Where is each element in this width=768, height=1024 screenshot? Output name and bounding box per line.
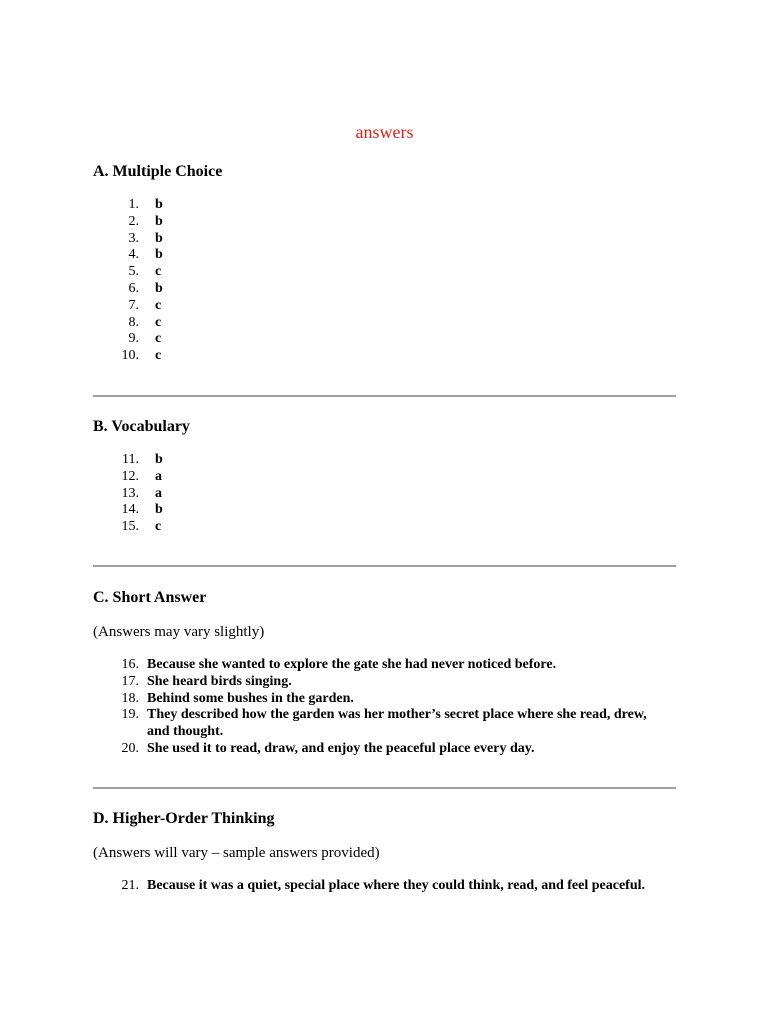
item-answer: c [155,314,162,330]
item-number: 11. [122,452,139,467]
item-answer: a [155,485,162,501]
item-answer: Behind some bushes in the garden. [147,690,354,706]
list-item [93,315,676,332]
list-item [93,331,676,348]
item-number: 2. [128,213,139,229]
list-item [93,264,676,281]
list-item [93,231,676,248]
list-item [93,214,676,231]
item-number: 15. [121,519,139,535]
list-item [93,348,676,365]
item-number: 21. [121,878,139,893]
list-item [93,281,676,298]
list-item [93,691,676,708]
section-heading: A. Multiple Choice [93,163,223,180]
section-vocabulary [93,417,676,536]
section-note: (Answers will vary – sample answers provided) [93,845,380,861]
section-divider [93,565,676,567]
item-number: 3. [128,230,139,246]
item-number: 8. [128,314,139,330]
section-divider [93,395,676,397]
item-number: 14. [121,502,139,518]
list-item [93,707,676,741]
item-answer: a [155,468,162,484]
section-heading: D. Higher-Order Thinking [93,810,275,827]
item-number: 7. [128,297,139,313]
item-number: 1. [128,197,139,212]
list-item [93,469,676,486]
item-number: 4. [128,247,139,263]
item-answer: b [155,247,163,263]
answer-list [93,657,676,758]
item-number: 18. [121,690,139,706]
item-number: 6. [128,280,139,296]
item-answer: b [155,452,163,467]
item-answer: b [155,197,163,212]
answer-list [93,197,676,365]
answer-list [93,878,676,895]
item-answer: c [155,331,162,347]
list-item [93,197,676,214]
item-number: 17. [121,673,139,689]
list-item [93,519,676,536]
item-number: 10. [121,348,139,364]
item-number: 5. [128,264,139,280]
item-answer: b [155,280,163,296]
list-item [93,452,676,469]
list-item [93,741,676,758]
item-answer: c [155,264,162,280]
item-number: 13. [121,485,139,501]
answer-list [93,452,676,536]
item-answer: b [155,230,163,246]
section-multiple-choice [93,162,676,365]
section-heading: C. Short Answer [93,589,207,606]
item-answer: b [155,213,163,229]
item-answer: c [155,519,162,535]
item-answer: She used it to read, draw, and enjoy the peaceful place every day. [147,740,535,756]
item-answer: c [155,348,162,364]
list-item [93,502,676,519]
list-item [93,298,676,315]
list-item [93,674,676,691]
section-short-answer [93,588,676,758]
item-answer: Because she wanted to explore the gate she had never noticed before. [147,657,557,672]
item-number: 20. [121,740,139,756]
item-number: 9. [128,331,139,347]
item-number: 19. [121,707,139,723]
list-item [93,486,676,503]
item-answer: c [155,297,162,313]
item-answer: She heard birds singing. [147,673,292,689]
section-divider [93,787,676,789]
section-higher-order-thinking [93,809,676,895]
item-answer: Because it was a quiet, special place where they could think, read, and feel peaceful. [147,878,646,893]
section-heading: B. Vocabulary [93,418,190,435]
list-item [93,247,676,264]
list-item [93,657,676,674]
item-answer: b [155,502,163,518]
item-answer: They described how the garden was her mother’s secret place where she read, drew, and thought. [147,707,647,740]
item-number: 16. [121,657,139,672]
list-item [93,878,676,895]
item-number: 12. [121,468,139,484]
section-note: (Answers may vary slightly) [93,624,265,640]
page-title: answers [355,122,414,142]
